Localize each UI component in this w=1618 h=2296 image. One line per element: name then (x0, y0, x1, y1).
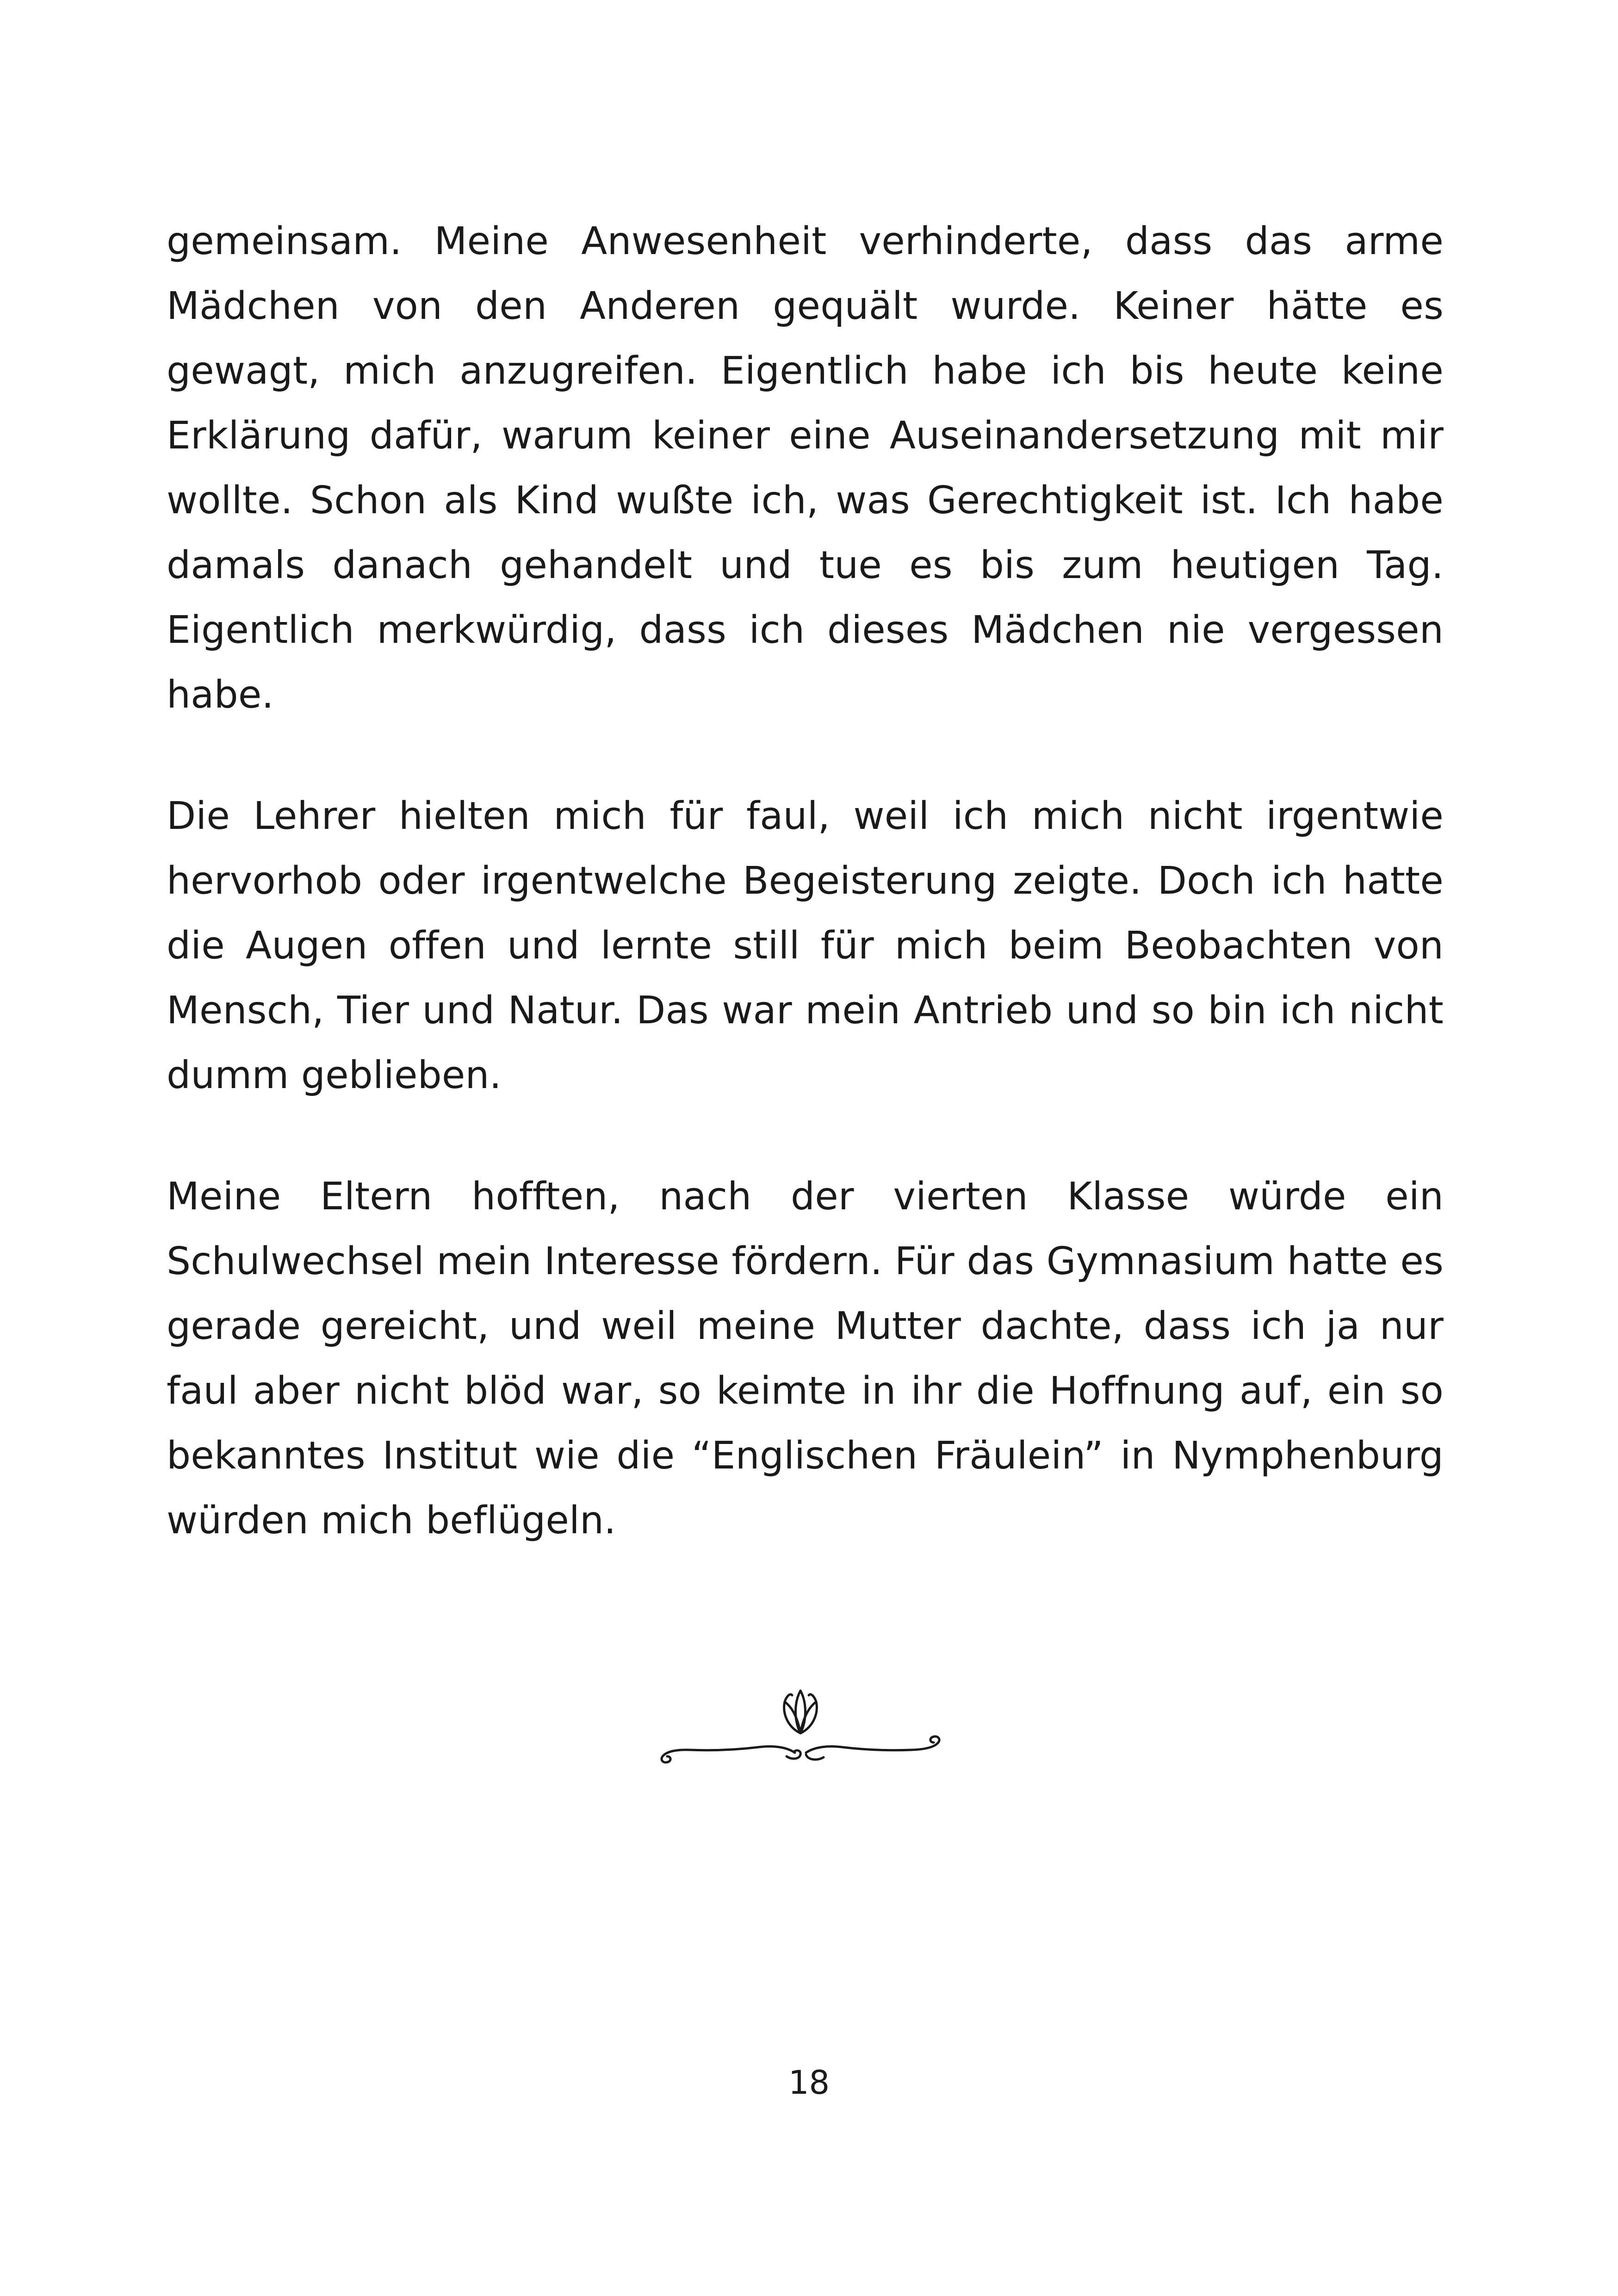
page-number: 18 (788, 2064, 830, 2102)
lotus-flourish-icon (648, 1678, 953, 1770)
paragraph-1: gemeinsam. Meine Anwesenheit verhinderte, dass das arme Mädchen von den Anderen gequält wurde. Keiner hätte es gewagt, mich anzugreifen. Eigentlich habe ich bis heute keine Erklärung dafür, warum keiner eine Auseinandersetzung mit mir wollte. Schon als Kind wußte ich, was Gerechtigkeit ist. Ich habe damals danach gehandelt und tue es bis zum heutigen Tag. Eigentlich merkwürdig, dass ich dieses Mädchen nie vergessen habe. (167, 219, 1444, 717)
paragraph-2: Die Lehrer hielten mich für faul, weil ich mich nicht irgentwie hervorhob oder irgentwelche Begeisterung zeigte. Doch ich hatte die Augen offen und lernte still für mich beim Beobachten von Mensch, Tier und Natur. Das war mein Antrieb und so bin ich nicht dumm geblieben. (167, 794, 1444, 1097)
body-text (167, 209, 1444, 1610)
paragraph-3: Meine Eltern hofften, nach der vierten Klasse würde ein Schulwechsel mein Interesse fördern. Für das Gymnasium hatte es gerade gereicht, und weil meine Mutter dachte, dass ich ja nur faul aber nicht blöd war, so keimte in ihr die Hoffnung auf, ein so bekanntes Institut wie die “Englischen Fräulein” in Nymphenburg würden mich beflügeln. (167, 1175, 1444, 1543)
